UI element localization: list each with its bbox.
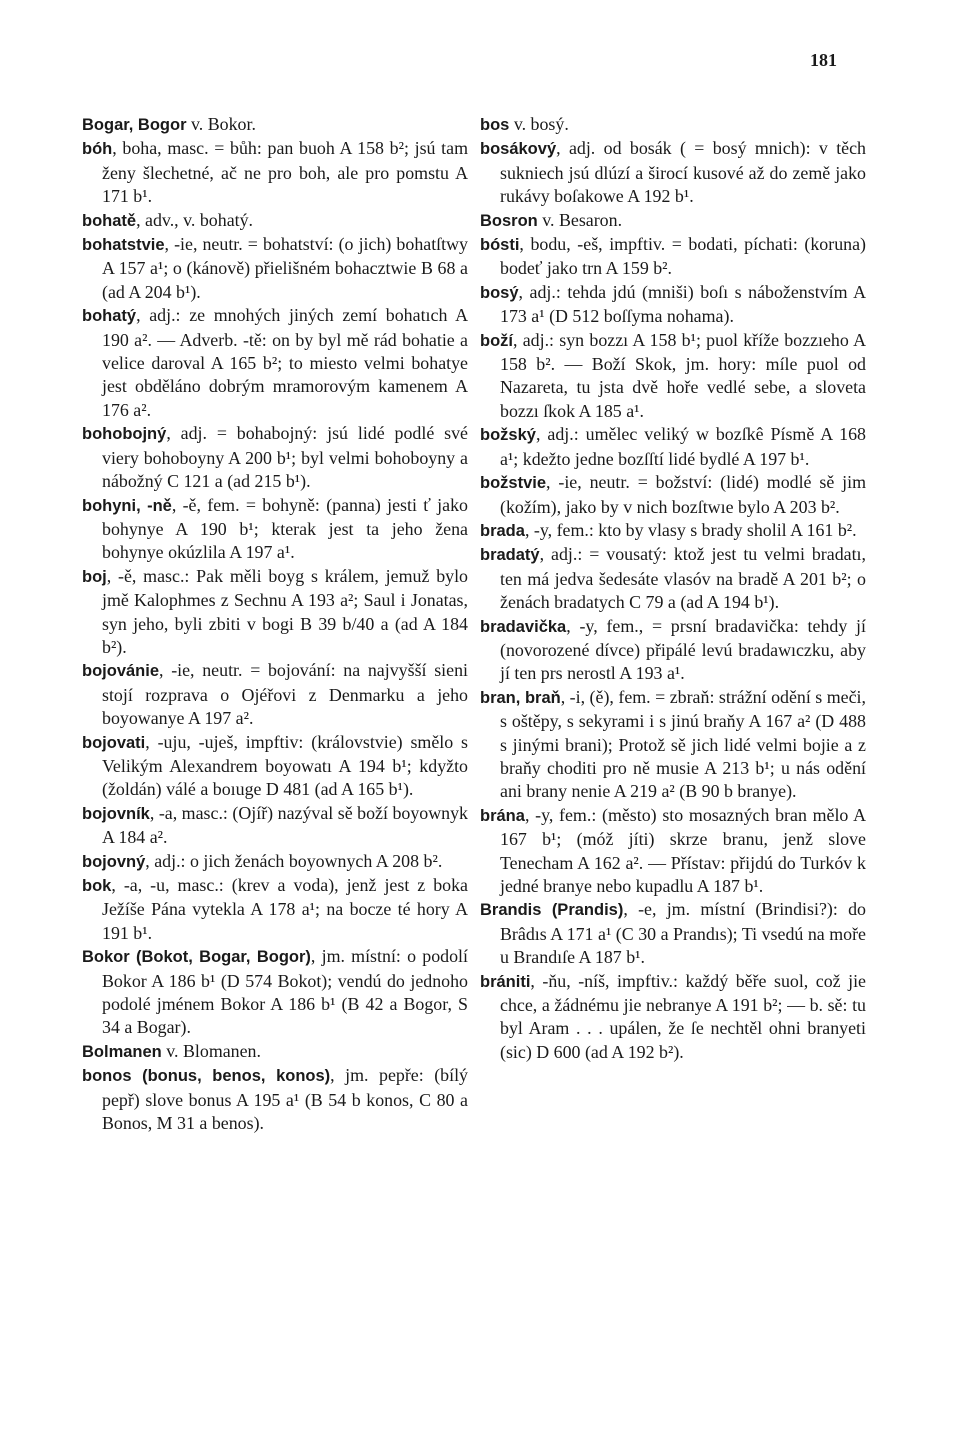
entry-headword: bonos (bonus, benos, konos): [82, 1067, 331, 1086]
dictionary-entry: [480, 209, 866, 233]
dictionary-entry: [82, 945, 468, 1040]
entry-headword: bohatstvie: [82, 236, 165, 255]
entry-headword: bradatý: [480, 546, 540, 565]
entry-text: , -i, (ě), fem. = zbraň: strážní odění s meči, s oštěpy, s sekyrami i s jinú braňy A 167 a² (D 488 s jinými brani); Protož sě jich lidé velmi bojie a z braňy choditi pro ně musie A 213 b¹; u nás odění ani brany nenie A 219 a² (B 90 b branye).: [500, 686, 867, 802]
entry-headword: bohatě: [82, 211, 137, 230]
entry-headword: boží: [480, 331, 513, 350]
entry-headword: bojovný: [82, 852, 146, 871]
dictionary-entry: [82, 850, 468, 874]
dictionary-entry: [480, 804, 866, 899]
entry-text: v. bosý.: [509, 114, 569, 134]
entry-headword: bojovník: [82, 804, 150, 823]
dictionary-entry: [480, 519, 866, 543]
dictionary-entry: [480, 543, 866, 614]
dictionary-entry: [82, 137, 468, 208]
entry-headword: brániti: [480, 972, 531, 991]
entry-text: , boha, masc. = bůh: pan buoh A 158 b²; jsú tam ženy šlechetné, ač ne pro boh, ale pro pomstu A 171 b¹.: [102, 138, 468, 207]
entry-text: , -ě, masc.: Pak měli boyg s králem, jemuž bylo jmě Kalophmes z Sechnu A 193 a²; Saul i Jonatas, syn jeho, byli zbiti v bogi B 39 b/40 a (ad A 184 b²).: [102, 565, 468, 657]
dictionary-entry: [480, 281, 866, 329]
entry-headword: bojovánie: [82, 662, 160, 681]
entry-text: , -y, fem., = prsní bradavička: tehdy jí (novorozené dívce) připálé levú bradawıczku, aby jí ten prs nerostl A 193 a¹.: [500, 615, 866, 684]
dictionary-entry: [480, 898, 866, 969]
dictionary-entry: [82, 304, 468, 422]
page-number: 181: [810, 50, 837, 70]
dictionary-entry: [82, 874, 468, 945]
dictionary-entry: [82, 209, 468, 233]
dictionary-entry: [82, 233, 468, 304]
dictionary-entry: [82, 659, 468, 730]
entry-text: , adj.: tehda jdú (mniši) boſı s náboženstvím A 173 a¹ (D 512 boſſyma nohama).: [500, 281, 866, 327]
entry-text: , -a, masc.: (Ojíř) nazýval sě boží boyownyk A 184 a².: [102, 802, 468, 848]
entry-headword: bóh: [82, 140, 113, 159]
entry-text: , -ňu, -níš, impftiv.: každý běře suol, což jie chce, a žádnému jie nebranye A 191 b²; — b. sě: tu byl Aram . . . upálen, že ſe nechtěl ohni branyeti (sic) D 600 (ad A 192 b²).: [500, 970, 866, 1062]
dictionary-entry: [480, 471, 866, 519]
entry-text: , adj.: syn bozzı A 158 b¹; puol kříže bozzıeho A 158 b². — Boží Skok, jm. hory: míle puol od Nazareta, tu jsta dvě hoře vedlé sebe, a sloveta bozzı ſkok A 185 a¹.: [500, 329, 866, 421]
entry-headword: bosý: [480, 283, 519, 302]
entry-headword: bósti: [480, 236, 520, 255]
entry-text: , adj.: umělec veliký w bozſkê Písmě A 168 a¹; kdežto jedne bozſſtí lidé bydlé A 197 b¹.: [500, 424, 866, 469]
dictionary-entry: [82, 1040, 468, 1064]
entry-headword: boj: [82, 567, 107, 586]
entry-text: , -ie, neutr. = bojování: na najvyšší sieni stojí rozprava o Ojéřovi z Denmarku a jeho boyowanye A 197 a².: [102, 660, 468, 729]
left-column: [82, 113, 468, 1135]
dictionary-entry: [82, 731, 468, 802]
entry-headword: božstvie: [480, 474, 547, 493]
entry-text: , -e, jm. místní (Brindisi?): do Brâdıs A 171 a¹ (C 30 a Prandıs); Ti vsedú na moře u Brandıſe A 187 b¹.: [500, 899, 866, 968]
entry-text: , -ě, fem. = bohyně: (panna) jesti ť jako bohynye A 190 b¹; kterak jest ta jeho žena bohynye okúzlila A 197 a¹.: [102, 494, 468, 563]
entry-headword: Brandis (Prandis): [480, 901, 624, 920]
entry-text: v. Bokor.: [186, 114, 256, 134]
entry-text: , -ie, neutr. = bohatství: (o jich) bohatſtwy A 157 a¹; o (kánově) přielišném bohacztwie B 68 a (ad A 204 b¹).: [102, 234, 468, 302]
dictionary-entry: [480, 137, 866, 208]
entry-text: , adj.: ze mnohých jiných zemí bohatıch A 190 a². — Adverb. -tě: on by byl mě rád bohatie a velice daroval A 165 b²; to miesto velmi bohatye jest obděláno dobrým mramorovým kamenem A 176 a².: [102, 305, 468, 420]
entry-text: , adv., v. bohatý.: [136, 209, 254, 230]
entry-text: v. Blomanen.: [161, 1040, 261, 1061]
entry-headword: bohobojný: [82, 425, 167, 444]
entry-headword: božský: [480, 426, 536, 445]
dictionary-entry: [82, 802, 468, 850]
entry-text: , -y, fem.: (město) sto mosazných bran mělo A 167 b¹; (móž jíti) skrze branu, jenž slove Tenecham A 162 a². — Přístav: přijdú do Turkóv k jedné branye nebo kupadlu A 187 b¹.: [500, 804, 866, 896]
entry-text: , -ie, neutr. = božství: (lidé) modlé sě jim (kožím), jako by v nich bozſtwıe bylo A 203 b².: [500, 472, 866, 517]
right-column: [480, 113, 866, 1064]
entry-headword: Bolmanen: [82, 1042, 162, 1061]
entry-text: , bodu, -eš, impftiv. = bodati, píchati: (koruna) bodeť jako trn A 159 b².: [500, 234, 866, 279]
dictionary-entry: [82, 565, 468, 660]
entry-text: , -a, -u, masc.: (krev a voda), jenž jest z boka Ježíše Pána vytekla A 178 a¹; na bocze té hory A 191 b¹.: [102, 875, 468, 943]
dictionary-entry: [82, 1064, 468, 1135]
entry-headword: bok: [82, 877, 112, 895]
entry-headword: bosákový: [480, 140, 557, 159]
entry-text: , -uju, -uješ, impftiv: (královstvie) smělo s Velikým Alexandrem boyowatı A 194 b¹; kdyžto (žoldán) válé a boıuge D 481 (ad A 165 b¹).: [102, 731, 468, 800]
entry-text: , jm. pepře: (bílý pepř) slove bonus A 195 a¹ (B 54 b konos, C 80 a Bonos, M 31 a benos).: [102, 1065, 468, 1134]
entry-headword: Bokor (Bokot, Bogar, Bogor): [82, 948, 311, 967]
dictionary-entry: [480, 233, 866, 281]
dictionary-entry: [82, 422, 468, 493]
entry-text: , -y, fem.: kto by vlasy s brady sholil A 161 b².: [524, 519, 857, 540]
entry-headword: bohatý: [82, 307, 137, 326]
entry-headword: brada: [480, 521, 525, 540]
dictionary-entry: [480, 423, 866, 471]
dictionary-entry: [82, 113, 468, 137]
dictionary-entry: [82, 494, 468, 565]
entry-headword: bran, braň: [480, 688, 561, 707]
entry-text: , adj.: = vousatý: ktož jest tu velmi bradatı, ten má jedva šedesáte vlasóv na bradě A 201 b²; o ženách bradatych C 79 a (ad A 194 b¹).: [500, 544, 866, 613]
entry-headword: bojovati: [82, 733, 146, 752]
dictionary-entry: [480, 686, 866, 804]
entry-headword: bohyni, -ně: [82, 496, 172, 515]
entry-headword: bos: [480, 116, 510, 134]
dictionary-entry: [480, 329, 866, 424]
dictionary-entry: [480, 113, 866, 137]
entry-text: , adj.: o jich ženách boyownych A 208 b².: [145, 850, 443, 871]
entry-text: , adj. = bohabojný: jsú lidé podlé své viery bohoboyny A 200 b¹; byl velmi bohoboyny a nábožný C 121 a (ad 215 b¹).: [102, 423, 468, 492]
entry-headword: bradavička: [480, 617, 567, 636]
entry-headword: Bogar, Bogor: [82, 116, 187, 134]
entry-text: v. Besaron.: [537, 209, 623, 230]
dictionary-entry: [480, 970, 866, 1065]
entry-text: , adj. od bosák ( = bosý mnich): v těch sukniech jsú dlúzí a širocí kusové až do země jako rukávy boſakowe A 192 b¹.: [500, 138, 866, 207]
entry-headword: brána: [480, 806, 525, 825]
dictionary-entry: [480, 615, 866, 686]
entry-text: , jm. místní: o podolí Bokor A 186 b¹ (D 574 Bokot); vendú do jednoho podolé jménem Bokor A 186 b¹ (B 42 a Bogor, S 34 a Bogar).: [102, 946, 468, 1038]
entry-headword: Bosron: [480, 211, 538, 230]
